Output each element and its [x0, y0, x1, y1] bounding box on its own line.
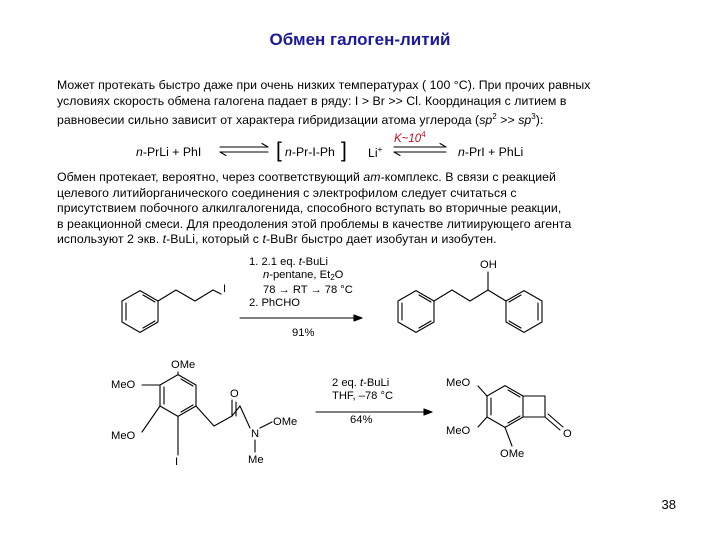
equilibrium-arrows [220, 144, 446, 156]
paragraph-line: целевого литийорганического соединения с электрофилом следует считаться с [57, 185, 517, 200]
reaction1-product [398, 272, 542, 332]
condition-line: n-pentane, $Et_2O$ [263, 269, 344, 282]
reaction2-product [478, 386, 563, 446]
condition-line: 2. PhCHO [249, 297, 300, 309]
bracket-close: ] [341, 139, 347, 162]
reaction2-conditions [332, 377, 393, 403]
paragraph-line: Может протекать быстро даже при очень низких температурах ( 100 °С). При прочих равных [57, 78, 591, 92]
page-title: Обмен галоген-литий [269, 30, 451, 49]
reaction1-hydroxyl-label: OH [480, 259, 497, 271]
ate-complex: n-Pr-I-Ph [285, 145, 335, 159]
paragraph-line: Обмен протекает, вероятно, через соответствующий ат-комплекс. В связи с реакцией [57, 170, 556, 184]
reaction1-yield: 91% [292, 327, 315, 339]
reaction2-arrow [316, 409, 432, 415]
reaction2-n-ome: OMe [273, 416, 298, 428]
paragraph-line: равновесии сильно зависит от характера гибридизации атома углерода $(sp^2 >> sp^3)$: [57, 112, 544, 127]
reaction2-product-meo-upper: MeO [446, 377, 471, 389]
paragraph-line: присутствием побочного алкилгалогенида, способного вступать во вторичные реакции, [57, 201, 562, 215]
reaction2-product-meo-lower: MeO [446, 425, 471, 437]
lithium-cation: Li+ [368, 145, 383, 160]
reaction2-amide-n: N [251, 428, 260, 440]
paragraph-line: условиях скорость обмена галогена падает в ряду: I > Br >> Cl. Координация с литием в [57, 93, 567, 108]
reaction1-iodine-label: I [223, 283, 227, 295]
equilibrium-products: n-PrI + PhLi [458, 145, 524, 159]
reaction2-product-ketone-o: O [563, 428, 572, 440]
reaction2-meo-lower: MeO [111, 430, 136, 442]
reaction2-yield: 64% [350, 414, 373, 426]
reaction2-n-me: Me [248, 454, 264, 466]
reaction1-conditions [249, 256, 353, 310]
reaction2-meo-upper: MeO [111, 379, 136, 391]
reaction1-starting-material [122, 290, 221, 332]
condition-line: THF, –78 °C [332, 390, 394, 402]
reaction2-iodine-label: I [175, 456, 179, 468]
condition-line: 78 → RT → 78 °C [263, 284, 353, 296]
reaction1-arrow [240, 315, 362, 321]
condition-line: 2 eq. t-BuLi [332, 377, 390, 389]
reaction2-product-ome: OMe [500, 448, 525, 460]
reaction2-carbonyl-o: O [230, 388, 239, 400]
page-number: 38 [661, 497, 676, 512]
condition-line: 1. 2.1 eq. t-BuLi [249, 256, 328, 268]
bracket-open: [ [276, 139, 282, 162]
paragraph-line: используют 2 экв. t-BuLi, который с t-BuBr быстро дает изобутан и изобутен. [57, 232, 497, 246]
paragraph-line: в реакционной смеси. Для преодоления этой проблемы в качестве литиирующего агента [57, 216, 572, 231]
reaction2-ome-top: OMe [171, 359, 196, 371]
equilibrium-reactants: n-PrLi + PhI [136, 145, 202, 159]
reaction2-starting-material [142, 372, 272, 455]
equilibrium-constant: $K\sim 10^4$ [394, 130, 426, 145]
